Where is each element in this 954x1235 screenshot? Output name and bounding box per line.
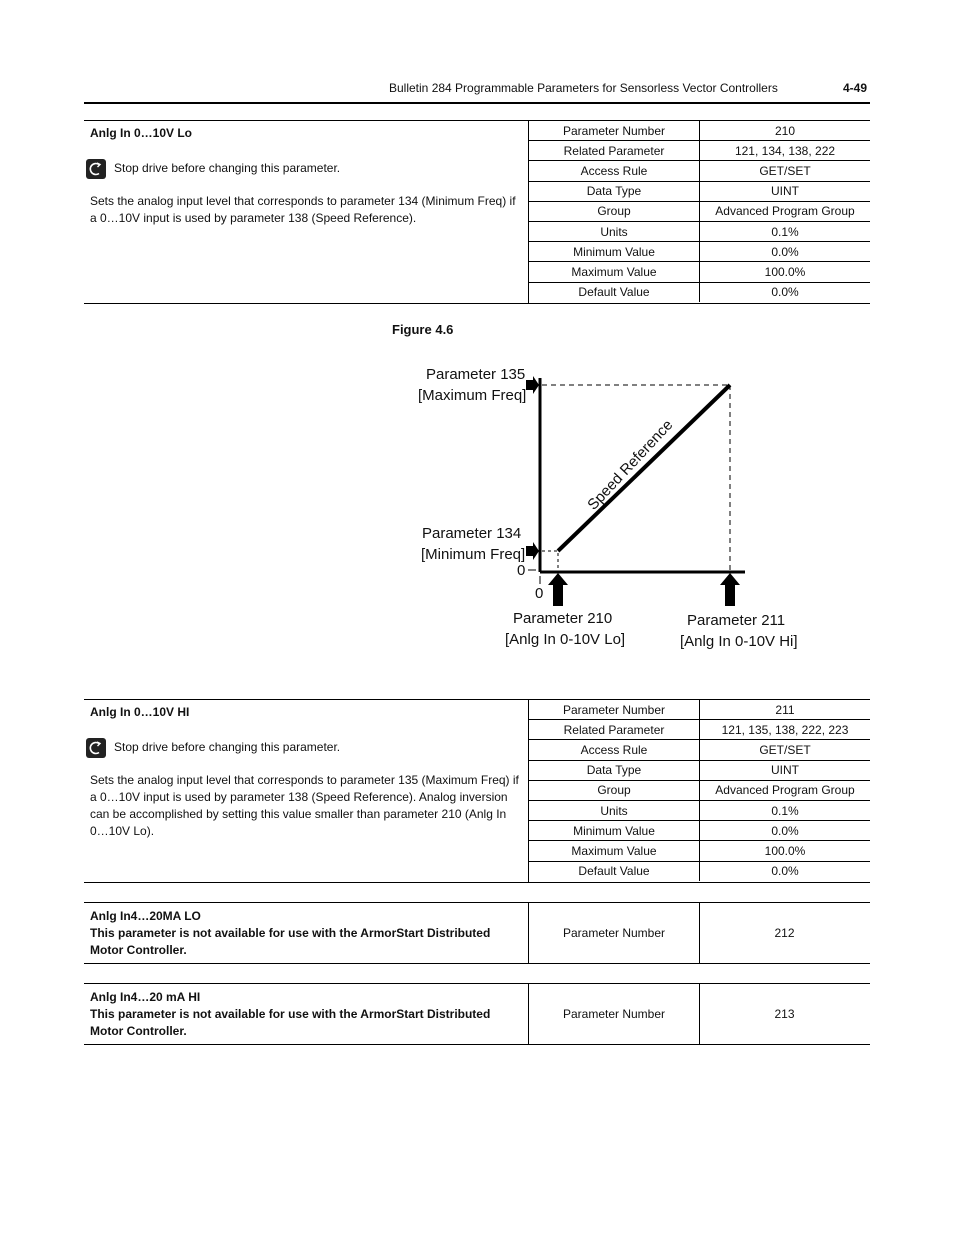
- param-key: Group: [529, 201, 700, 221]
- speed-reference-line: [558, 385, 730, 551]
- param-key: Maximum Value: [529, 262, 700, 282]
- table-row: [529, 201, 870, 221]
- x-axis-zero: 0: [535, 585, 544, 602]
- param-value: 100.0%: [700, 262, 871, 282]
- param-key: Minimum Value: [529, 821, 700, 841]
- param-211-name: Anlg In 0…10V HI: [90, 705, 190, 719]
- param-value: 0.1%: [700, 221, 871, 241]
- param-value: UINT: [700, 760, 871, 780]
- param-value: 0.1%: [700, 800, 871, 820]
- param-key: Maximum Value: [529, 841, 700, 861]
- param-key: Minimum Value: [529, 242, 700, 262]
- table-row: [529, 141, 870, 161]
- param-210-label-1: Parameter 210: [513, 610, 613, 627]
- header-rule: [84, 102, 870, 104]
- param-key: Units: [529, 800, 700, 820]
- param-value: 210: [700, 121, 871, 141]
- y-axis-zero: 0: [517, 562, 526, 579]
- param-value: 0.0%: [771, 864, 799, 879]
- table-row: [529, 181, 870, 201]
- min-freq-arrow: [526, 542, 539, 560]
- param-213-section: [84, 983, 870, 1045]
- param-210-section: [84, 120, 870, 304]
- param-213-name: Anlg In4…20 mA HI: [90, 990, 201, 1004]
- param-211-warning: Stop drive before changing this parameter.: [114, 740, 341, 754]
- table-row: [529, 221, 870, 241]
- param-key: Parameter Number: [529, 121, 700, 141]
- param-key: Related Parameter: [529, 720, 700, 740]
- param-211-label-2: [Anlg In 0-10V Hi]: [680, 633, 798, 650]
- param-212-value: 212: [774, 926, 795, 940]
- param-211-label-1: Parameter 211: [687, 612, 786, 629]
- param-key: Data Type: [529, 760, 700, 780]
- param-213-info: [84, 984, 529, 1044]
- stop-drive-icon: [86, 159, 106, 179]
- table-row: [529, 760, 870, 780]
- param-key: Units: [529, 221, 700, 241]
- speed-reference-label: Speed Reference: [584, 416, 677, 514]
- param-value: GET/SET: [700, 740, 871, 760]
- param-212-key: Parameter Number: [529, 903, 700, 963]
- table-row: [529, 841, 870, 861]
- param-212-info: [84, 903, 529, 963]
- param-key: Related Parameter: [529, 141, 700, 161]
- table-row: [529, 780, 870, 800]
- header-title: Bulletin 284 Programmable Parameters for Sensorless Vector Controllers: [389, 81, 778, 95]
- param-key: Access Rule: [529, 161, 700, 181]
- table-row: [529, 161, 870, 181]
- param-211-table: [529, 700, 870, 881]
- param-210-name: Anlg In 0…10V Lo: [90, 126, 193, 140]
- param-key: Default Value: [529, 282, 700, 302]
- table-row: [529, 720, 870, 740]
- param-212-section: [84, 902, 870, 964]
- param-210-warning: Stop drive before changing this parameter.: [114, 161, 341, 175]
- param-value: 0.0%: [771, 285, 799, 300]
- param-key: Default Value: [529, 861, 700, 881]
- table-row: [529, 800, 870, 820]
- param-value: 211: [700, 700, 871, 720]
- param-value: 0.0%: [700, 242, 871, 262]
- speed-reference-graph: [500, 370, 760, 610]
- param-value: GET/SET: [700, 161, 871, 181]
- param-213-key: Parameter Number: [529, 984, 700, 1044]
- param-value: UINT: [700, 181, 871, 201]
- table-row: [529, 121, 870, 141]
- param-value: 121, 134, 138, 222: [700, 141, 871, 161]
- param-value: Advanced Program Group: [700, 780, 871, 800]
- table-row: [529, 821, 870, 841]
- param-key: Access Rule: [529, 740, 700, 760]
- param-value: 121, 135, 138, 222, 223: [700, 720, 871, 740]
- table-row: [529, 700, 870, 720]
- figure-caption: Figure 4.6: [392, 322, 454, 337]
- table-row: [529, 861, 870, 881]
- param-213-value: 213: [774, 1007, 795, 1021]
- param-210-arrow: [548, 573, 568, 606]
- param-value: 100.0%: [700, 841, 871, 861]
- param-key: Group: [529, 780, 700, 800]
- param-210-label-2: [Anlg In 0-10V Lo]: [505, 631, 626, 648]
- table-row: [529, 242, 870, 262]
- param-key: Data Type: [529, 181, 700, 201]
- param-211-description: Sets the analog input level that corresponds to parameter 135 (Maximum Freq) if a 0…10V input is used by parameter 138 (Speed Reference). Analog inversion can be accomplished by setting this value smaller than parameter 210 (Anlg In 0…10V Lo).: [90, 773, 519, 838]
- max-freq-label-1: Parameter 135: [426, 366, 526, 383]
- param-210-description: Sets the analog input level that corresponds to parameter 134 (Minimum Freq) if a 0…10V input is used by parameter 138 (Speed Reference).: [90, 194, 516, 225]
- param-213-note: This parameter is not available for use with the ArmorStart Distributed Motor Controller.: [90, 1007, 491, 1038]
- param-211-section: [84, 699, 870, 883]
- min-freq-label-2: [Minimum Freq]: [421, 546, 526, 563]
- stop-drive-icon: [86, 738, 106, 758]
- param-211-arrow: [720, 573, 740, 606]
- min-freq-label-1: Parameter 134: [422, 525, 522, 542]
- table-row: [529, 282, 870, 302]
- param-value: 0.0%: [700, 821, 871, 841]
- max-freq-arrow: [526, 376, 539, 394]
- param-212-note: This parameter is not available for use with the ArmorStart Distributed Motor Controller.: [90, 926, 491, 957]
- param-value: Advanced Program Group: [700, 201, 871, 221]
- param-210-info: [84, 121, 529, 303]
- param-211-info: [84, 700, 529, 882]
- table-row: [529, 262, 870, 282]
- param-212-name: Anlg In4…20MA LO: [90, 909, 201, 923]
- table-row: [529, 740, 870, 760]
- page-number: 4-49: [843, 81, 868, 95]
- param-key: Parameter Number: [529, 700, 700, 720]
- max-freq-label-2: [Maximum Freq]: [418, 387, 527, 404]
- param-210-table: [529, 121, 870, 302]
